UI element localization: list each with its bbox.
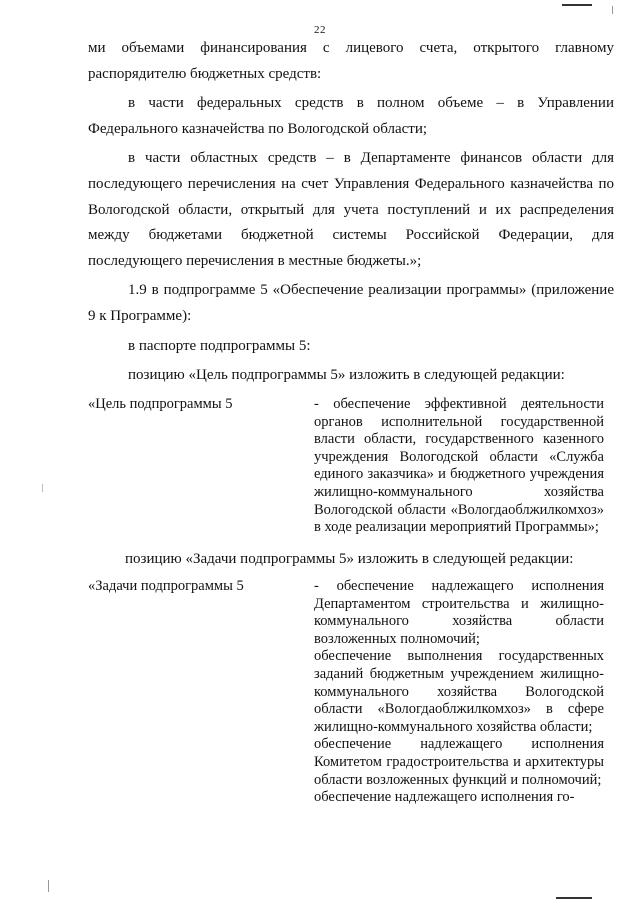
main-text	[88, 36, 614, 389]
tasks-description	[314, 578, 604, 807]
tasks-label: «Задачи подпрограммы 5	[88, 578, 244, 594]
paragraph-regional-funds: в части областных средств – в Департаменте финансов области для последующего перечисления на счет Управления Федерального казначейства по Вологодской области, открытый для учета поступлений и их распределения между бюджетами бюджетной системы Российской Федерации, для последующего перечисления в местные бюджеты.»;	[88, 150, 614, 269]
scan-speck	[48, 880, 49, 892]
task-item: обеспечение выполнения государственных заданий бюджетным учреждением жилищно-коммунального хозяйства Вологодской области «Вологдаоблжилкомхоз» в сфере жилищно-коммунального хозяйства области;	[314, 648, 604, 735]
task-item: обеспечение надлежащего исполнения го-	[314, 789, 575, 806]
paragraph-continuation: ми объемами финансирования с лицевого счета, открытого главному распорядителю бюджетных средств:	[88, 40, 614, 82]
paragraph-passport: в паспорте подпрограммы 5:	[128, 337, 311, 354]
scan-mark-bottom	[556, 897, 592, 899]
goal-description-text: - обеспечение эффективной деятельности органов исполнительной государственной власти области, государственного казенного учреждения Вологодской области «Служба единого заказчика» и бюджетного учреждения жилищно-коммунального хозяйства Вологодской области «Вологдаоблжилкомхоз» в ходе реализации мероприятий Программы»;	[314, 396, 604, 536]
paragraph-subprogram-5: 1.9 в подпрограмме 5 «Обеспечение реализации программы» (приложение 9 к Программе):	[88, 282, 614, 324]
scan-mark-top	[562, 4, 592, 6]
paragraph-goal-intro: позицию «Цель подпрограммы 5» изложить в следующей редакции:	[128, 367, 565, 384]
goal-description	[314, 396, 604, 537]
task-item: - обеспечение надлежащего исполнения Департаментом строительства и жилищно-коммунального хозяйства области возложенных полномочий;	[314, 578, 604, 647]
scan-speck	[612, 6, 613, 14]
task-item: обеспечение надлежащего исполнения Комитетом градостроительства и архитектуры области возложенных функций и полномочий;	[314, 736, 604, 788]
scan-speck	[42, 484, 43, 492]
tasks-intro: позицию «Задачи подпрограммы 5» изложить в следующей редакции:	[125, 551, 574, 567]
goal-label: «Цель подпрограммы 5	[88, 396, 233, 412]
paragraph-federal-funds: в части федеральных средств в полном объеме – в Управлении Федерального казначейства по Вологодской области;	[88, 95, 614, 137]
page-number: 22	[314, 24, 326, 36]
